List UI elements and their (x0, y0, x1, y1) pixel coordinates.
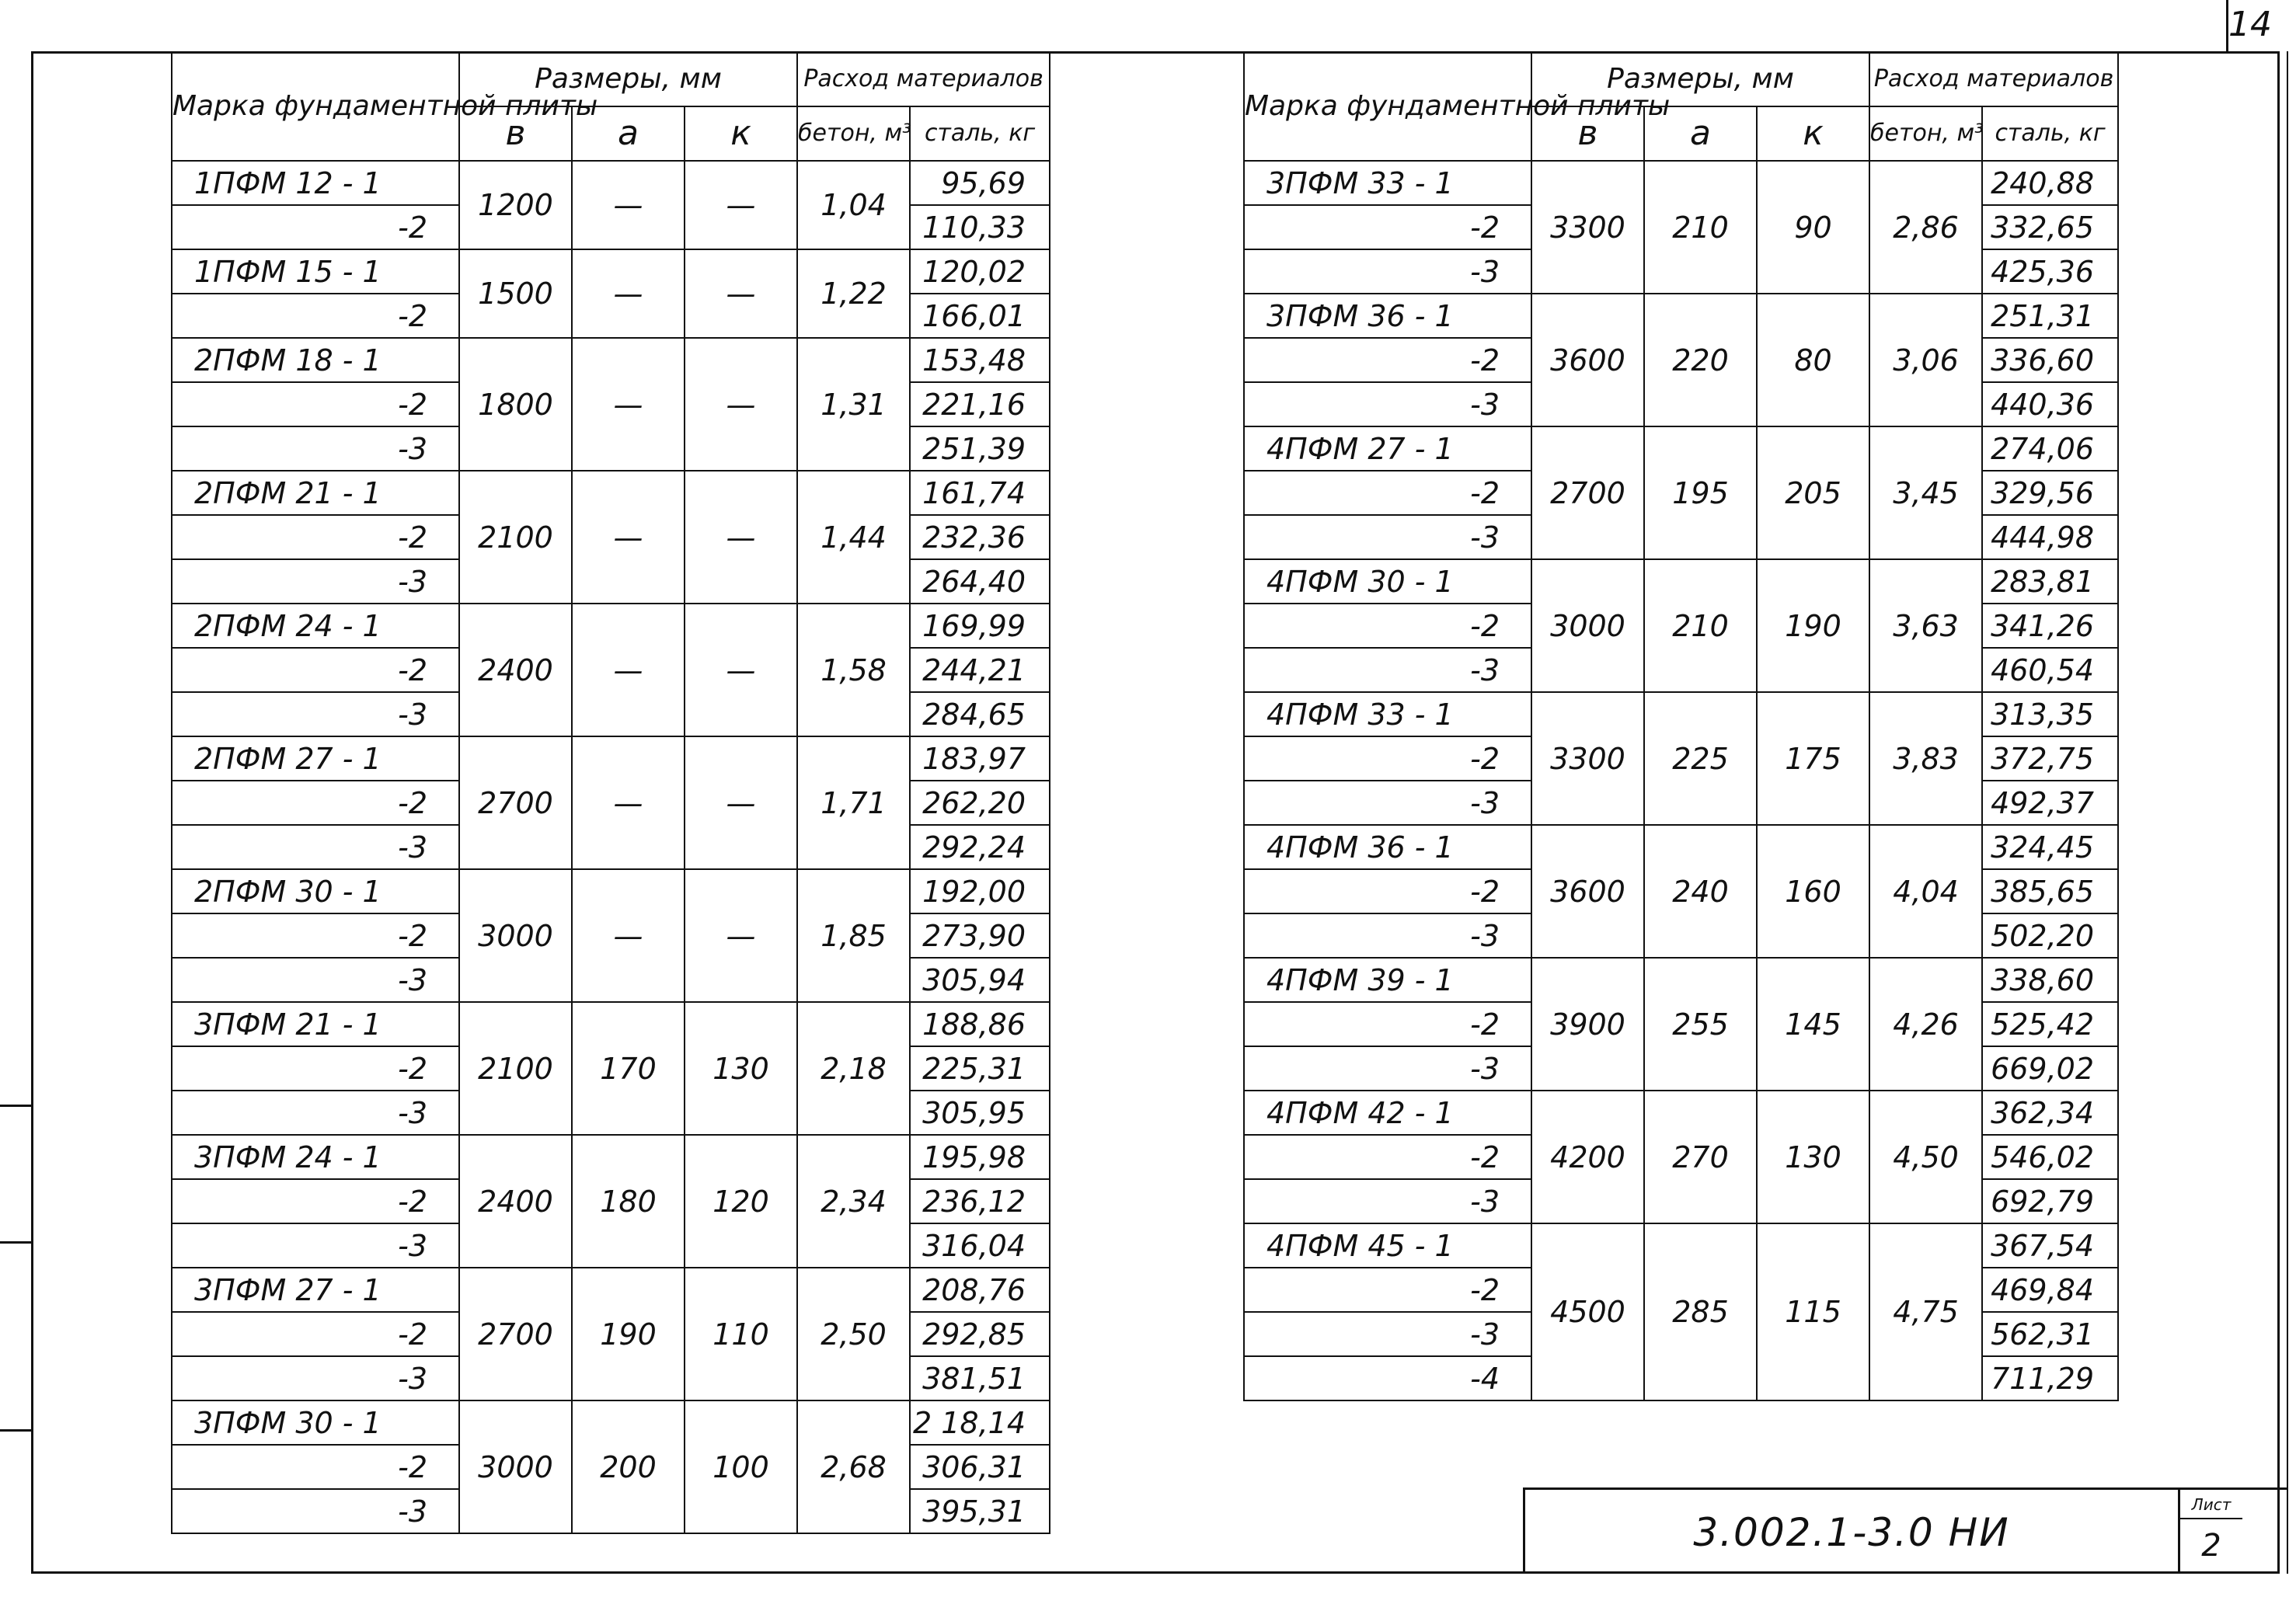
width-k-cell: — (685, 869, 797, 1002)
width-k-cell: 175 (1757, 692, 1869, 825)
slab-mark-cell: -2 (1244, 1135, 1531, 1179)
width-k-cell: — (685, 604, 797, 736)
slab-mark-cell: -2 (172, 781, 459, 825)
concrete-volume-cell: 4,26 (1869, 958, 1982, 1091)
steel-mass-cell: 244,21 (910, 648, 1050, 692)
slab-mark-cell: -3 (172, 559, 459, 604)
steel-mass-cell: 444,98 (1982, 515, 2118, 559)
width-k-cell: — (685, 736, 797, 869)
width-a-cell: 225 (1644, 692, 1757, 825)
steel-mass-cell: 240,88 (1982, 161, 2118, 205)
slab-mark-cell: 4ПФМ 45 - 1 (1244, 1223, 1531, 1268)
width-b-cell: 2700 (459, 736, 572, 869)
steel-mass-cell: 225,31 (910, 1046, 1050, 1091)
table-row (1244, 559, 2118, 604)
steel-mass-cell: 469,84 (1982, 1268, 2118, 1312)
steel-mass-cell: 292,85 (910, 1312, 1050, 1356)
steel-mass-cell: 711,29 (1982, 1356, 2118, 1400)
width-k-cell: 190 (1757, 559, 1869, 692)
slab-mark-cell: -2 (172, 515, 459, 559)
width-a-cell: 285 (1644, 1223, 1757, 1400)
width-a-cell: 170 (572, 1002, 685, 1135)
width-b-cell: 1800 (459, 338, 572, 471)
slab-mark-cell: -3 (172, 1356, 459, 1400)
width-k-cell: 115 (1757, 1223, 1869, 1400)
steel-mass-cell: 264,40 (910, 559, 1050, 604)
slab-mark-cell: -2 (172, 1046, 459, 1091)
slab-mark-cell: 1ПФМ 12 - 1 (172, 161, 459, 205)
slab-mark-cell: 4ПФМ 27 - 1 (1244, 426, 1531, 471)
width-b-cell: 3900 (1531, 958, 1644, 1091)
header-materials: Расход материалов (797, 52, 1050, 106)
steel-mass-cell: 502,20 (1982, 913, 2118, 958)
table-row (1244, 294, 2118, 338)
steel-mass-cell: 385,65 (1982, 869, 2118, 913)
width-a-cell: 240 (1644, 825, 1757, 958)
steel-mass-cell: 332,65 (1982, 205, 2118, 249)
table-row (172, 471, 1050, 515)
header-b: в (459, 106, 572, 161)
steel-mass-cell: 292,24 (910, 825, 1050, 869)
steel-mass-cell: 95,69 (910, 161, 1050, 205)
width-a-cell: — (572, 869, 685, 1002)
concrete-volume-cell: 2,86 (1869, 161, 1982, 294)
binding-mark (0, 1105, 31, 1107)
steel-mass-cell: 251,31 (1982, 294, 2118, 338)
slab-mark-cell: 4ПФМ 42 - 1 (1244, 1091, 1531, 1135)
width-a-cell: 210 (1644, 161, 1757, 294)
width-k-cell: 145 (1757, 958, 1869, 1091)
concrete-volume-cell: 1,71 (797, 736, 910, 869)
width-b-cell: 2700 (1531, 426, 1644, 559)
concrete-volume-cell: 2,68 (797, 1400, 910, 1533)
table-body-left (172, 161, 1050, 1533)
slab-mark-cell: 4ПФМ 39 - 1 (1244, 958, 1531, 1002)
binding-mark (0, 1429, 31, 1432)
slab-mark-cell: 3ПФМ 24 - 1 (172, 1135, 459, 1179)
width-a-cell: — (572, 736, 685, 869)
table-row (172, 604, 1050, 648)
concrete-volume-cell: 4,04 (1869, 825, 1982, 958)
width-a-cell: 190 (572, 1268, 685, 1400)
width-a-cell: — (572, 338, 685, 471)
slab-mark-cell: -3 (1244, 1312, 1531, 1356)
foundation-slab-table-left (171, 51, 1050, 1534)
steel-mass-cell: 153,48 (910, 338, 1050, 382)
corner-tick (2226, 0, 2228, 51)
width-b-cell: 3300 (1531, 692, 1644, 825)
slab-mark-cell: -3 (172, 958, 459, 1002)
slab-mark-cell: 3ПФМ 36 - 1 (1244, 294, 1531, 338)
slab-mark-cell: -3 (1244, 781, 1531, 825)
width-k-cell: 80 (1757, 294, 1869, 426)
steel-mass-cell: 341,26 (1982, 604, 2118, 648)
slab-mark-cell: -3 (1244, 1046, 1531, 1091)
table-body-right (1244, 161, 2118, 1400)
steel-mass-cell: 161,74 (910, 471, 1050, 515)
steel-mass-cell: 188,86 (910, 1002, 1050, 1046)
steel-mass-cell: 273,90 (910, 913, 1050, 958)
sheet-number: 2 (2201, 1528, 2221, 1564)
concrete-volume-cell: 3,63 (1869, 559, 1982, 692)
slab-mark-cell: 4ПФМ 33 - 1 (1244, 692, 1531, 736)
slab-mark-cell: -4 (1244, 1356, 1531, 1400)
width-k-cell: 120 (685, 1135, 797, 1268)
width-a-cell: 255 (1644, 958, 1757, 1091)
steel-mass-cell: 562,31 (1982, 1312, 2118, 1356)
steel-mass-cell: 262,20 (910, 781, 1050, 825)
concrete-volume-cell: 1,22 (797, 249, 910, 338)
steel-mass-cell: 338,60 (1982, 958, 2118, 1002)
steel-mass-cell: 313,35 (1982, 692, 2118, 736)
header-materials: Расход материалов (1869, 52, 2118, 106)
header-steel: сталь, кг (910, 106, 1050, 161)
table-row (172, 1400, 1050, 1445)
steel-mass-cell: 120,02 (910, 249, 1050, 294)
steel-mass-cell: 362,34 (1982, 1091, 2118, 1135)
width-a-cell: 220 (1644, 294, 1757, 426)
binding-mark (0, 1241, 31, 1244)
width-b-cell: 3300 (1531, 161, 1644, 294)
steel-mass-cell: 221,16 (910, 382, 1050, 426)
steel-mass-cell: 284,65 (910, 692, 1050, 736)
concrete-volume-cell: 4,50 (1869, 1091, 1982, 1223)
width-b-cell: 4200 (1531, 1091, 1644, 1223)
concrete-volume-cell: 2,34 (797, 1135, 910, 1268)
slab-mark-cell: -2 (1244, 604, 1531, 648)
width-k-cell: 130 (1757, 1091, 1869, 1223)
slab-mark-cell: -2 (172, 1445, 459, 1489)
slab-mark-cell: 3ПФМ 21 - 1 (172, 1002, 459, 1046)
width-k-cell: 100 (685, 1400, 797, 1533)
slab-mark-cell: -2 (1244, 1002, 1531, 1046)
concrete-volume-cell: 1,31 (797, 338, 910, 471)
steel-mass-cell: 546,02 (1982, 1135, 2118, 1179)
width-k-cell: 110 (685, 1268, 797, 1400)
page-number: 14 (2228, 5, 2272, 44)
header-b: в (1531, 106, 1644, 161)
steel-mass-cell: 305,95 (910, 1091, 1050, 1135)
table-row (172, 1002, 1050, 1046)
steel-mass-cell: 305,94 (910, 958, 1050, 1002)
width-b-cell: 3600 (1531, 294, 1644, 426)
table-row (172, 869, 1050, 913)
width-b-cell: 3000 (459, 869, 572, 1002)
concrete-volume-cell: 3,83 (1869, 692, 1982, 825)
slab-mark-cell: -2 (172, 205, 459, 249)
width-b-cell: 1200 (459, 161, 572, 249)
slab-mark-cell: -3 (1244, 913, 1531, 958)
table-row (172, 736, 1050, 781)
width-a-cell: 270 (1644, 1091, 1757, 1223)
foundation-slab-table-right (1243, 51, 2119, 1401)
slab-mark-cell: -2 (1244, 1268, 1531, 1312)
width-b-cell: 4500 (1531, 1223, 1644, 1400)
width-k-cell: 130 (685, 1002, 797, 1135)
concrete-volume-cell: 4,75 (1869, 1223, 1982, 1400)
steel-mass-cell: 372,75 (1982, 736, 2118, 781)
header-sizes: Размеры, мм (1531, 52, 1869, 106)
width-k-cell: — (685, 249, 797, 338)
slab-mark-cell: -3 (172, 1223, 459, 1268)
table-row (172, 338, 1050, 382)
width-a-cell: 180 (572, 1135, 685, 1268)
width-b-cell: 3000 (459, 1400, 572, 1533)
steel-mass-cell: 692,79 (1982, 1179, 2118, 1223)
width-b-cell: 2400 (459, 1135, 572, 1268)
table-row (1244, 825, 2118, 869)
concrete-volume-cell: 1,44 (797, 471, 910, 604)
steel-mass-cell: 492,37 (1982, 781, 2118, 825)
width-k-cell: — (685, 161, 797, 249)
header-sizes: Размеры, мм (459, 52, 797, 106)
width-a-cell: — (572, 604, 685, 736)
width-k-cell: — (685, 471, 797, 604)
table-row (1244, 426, 2118, 471)
slab-mark-cell: 2ПФМ 21 - 1 (172, 471, 459, 515)
steel-mass-cell: 195,98 (910, 1135, 1050, 1179)
slab-mark-cell: -2 (1244, 205, 1531, 249)
slab-mark-cell: -2 (1244, 869, 1531, 913)
slab-mark-cell: 2ПФМ 24 - 1 (172, 604, 459, 648)
width-b-cell: 1500 (459, 249, 572, 338)
slab-mark-cell: -3 (1244, 1179, 1531, 1223)
header-k: к (1757, 106, 1869, 161)
steel-mass-cell: 669,02 (1982, 1046, 2118, 1091)
steel-mass-cell: 336,60 (1982, 338, 2118, 382)
steel-mass-cell: 251,39 (910, 426, 1050, 471)
slab-mark-cell: 3ПФМ 27 - 1 (172, 1268, 459, 1312)
slab-mark-cell: -2 (172, 1312, 459, 1356)
header-concrete: бетон, м³ (1869, 106, 1982, 161)
header-concrete: бетон, м³ (797, 106, 910, 161)
steel-mass-cell: 381,51 (910, 1356, 1050, 1400)
width-k-cell: 205 (1757, 426, 1869, 559)
slab-mark-cell: -3 (172, 825, 459, 869)
table-row (172, 1135, 1050, 1179)
concrete-volume-cell: 2,50 (797, 1268, 910, 1400)
slab-mark-cell: -3 (172, 1489, 459, 1533)
document-code: 3.002.1-3.0 НИ (1693, 1510, 2010, 1555)
concrete-volume-cell: 3,06 (1869, 294, 1982, 426)
slab-mark-cell: -3 (1244, 382, 1531, 426)
steel-mass-cell: 236,12 (910, 1179, 1050, 1223)
steel-mass-cell: 306,31 (910, 1445, 1050, 1489)
steel-mass-cell: 395,31 (910, 1489, 1050, 1533)
steel-mass-cell: 208,76 (910, 1268, 1050, 1312)
header-mark: Марка фундаментной плиты (172, 52, 459, 161)
title-block (1523, 1487, 2287, 1573)
steel-mass-cell: 316,04 (910, 1223, 1050, 1268)
table-row (172, 161, 1050, 205)
steel-mass-cell: 460,54 (1982, 648, 2118, 692)
slab-mark-cell: -2 (1244, 338, 1531, 382)
width-b-cell: 2100 (459, 1002, 572, 1135)
table-row (172, 1268, 1050, 1312)
width-b-cell: 2100 (459, 471, 572, 604)
table-row (1244, 1223, 2118, 1268)
sheet-cell (2178, 1490, 2242, 1573)
header-mark: Марка фундаментной плиты (1244, 52, 1531, 161)
slab-mark-cell: -2 (1244, 471, 1531, 515)
steel-mass-cell: 324,45 (1982, 825, 2118, 869)
steel-mass-cell: 166,01 (910, 294, 1050, 338)
concrete-volume-cell: 2,18 (797, 1002, 910, 1135)
slab-mark-cell: -2 (1244, 736, 1531, 781)
concrete-volume-cell: 1,58 (797, 604, 910, 736)
steel-mass-cell: 110,33 (910, 205, 1050, 249)
concrete-volume-cell: 3,45 (1869, 426, 1982, 559)
width-k-cell: 160 (1757, 825, 1869, 958)
slab-mark-cell: -3 (1244, 515, 1531, 559)
table-row (1244, 1091, 2118, 1135)
width-k-cell: — (685, 338, 797, 471)
slab-mark-cell: 4ПФМ 36 - 1 (1244, 825, 1531, 869)
width-b-cell: 2400 (459, 604, 572, 736)
sheet-label: Лист (2180, 1491, 2242, 1519)
width-a-cell: — (572, 471, 685, 604)
steel-mass-cell: 329,56 (1982, 471, 2118, 515)
width-a-cell: 200 (572, 1400, 685, 1533)
header-a: а (572, 106, 685, 161)
slab-mark-cell: 2ПФМ 30 - 1 (172, 869, 459, 913)
width-a-cell: 195 (1644, 426, 1757, 559)
steel-mass-cell: 525,42 (1982, 1002, 2118, 1046)
sheet-edge-line (2287, 51, 2288, 1574)
table-row (1244, 958, 2118, 1002)
steel-mass-cell: 2 18,14 (910, 1400, 1050, 1445)
table-row (1244, 692, 2118, 736)
slab-mark-cell: -3 (172, 1091, 459, 1135)
slab-mark-cell: -2 (172, 382, 459, 426)
steel-mass-cell: 169,99 (910, 604, 1050, 648)
concrete-volume-cell: 1,85 (797, 869, 910, 1002)
slab-mark-cell: -2 (172, 1179, 459, 1223)
slab-mark-cell: -3 (172, 692, 459, 736)
table-row (172, 249, 1050, 294)
header-steel: сталь, кг (1982, 106, 2118, 161)
width-a-cell: — (572, 161, 685, 249)
width-a-cell: — (572, 249, 685, 338)
steel-mass-cell: 183,97 (910, 736, 1050, 781)
slab-mark-cell: -3 (1244, 648, 1531, 692)
steel-mass-cell: 367,54 (1982, 1223, 2118, 1268)
slab-mark-cell: 3ПФМ 33 - 1 (1244, 161, 1531, 205)
header-k: к (685, 106, 797, 161)
steel-mass-cell: 192,00 (910, 869, 1050, 913)
slab-mark-cell: -2 (172, 294, 459, 338)
table-row (1244, 161, 2118, 205)
slab-mark-cell: 2ПФМ 18 - 1 (172, 338, 459, 382)
slab-mark-cell: 4ПФМ 30 - 1 (1244, 559, 1531, 604)
width-a-cell: 210 (1644, 559, 1757, 692)
steel-mass-cell: 440,36 (1982, 382, 2118, 426)
width-k-cell: 90 (1757, 161, 1869, 294)
steel-mass-cell: 232,36 (910, 515, 1050, 559)
slab-mark-cell: -3 (1244, 249, 1531, 294)
slab-mark-cell: 2ПФМ 27 - 1 (172, 736, 459, 781)
slab-mark-cell: -2 (172, 913, 459, 958)
slab-mark-cell: -2 (172, 648, 459, 692)
width-b-cell: 3000 (1531, 559, 1644, 692)
width-b-cell: 2700 (459, 1268, 572, 1400)
slab-mark-cell: 1ПФМ 15 - 1 (172, 249, 459, 294)
steel-mass-cell: 283,81 (1982, 559, 2118, 604)
concrete-volume-cell: 1,04 (797, 161, 910, 249)
width-b-cell: 3600 (1531, 825, 1644, 958)
slab-mark-cell: -3 (172, 426, 459, 471)
header-a: а (1644, 106, 1757, 161)
steel-mass-cell: 425,36 (1982, 249, 2118, 294)
steel-mass-cell: 274,06 (1982, 426, 2118, 471)
slab-mark-cell: 3ПФМ 30 - 1 (172, 1400, 459, 1445)
